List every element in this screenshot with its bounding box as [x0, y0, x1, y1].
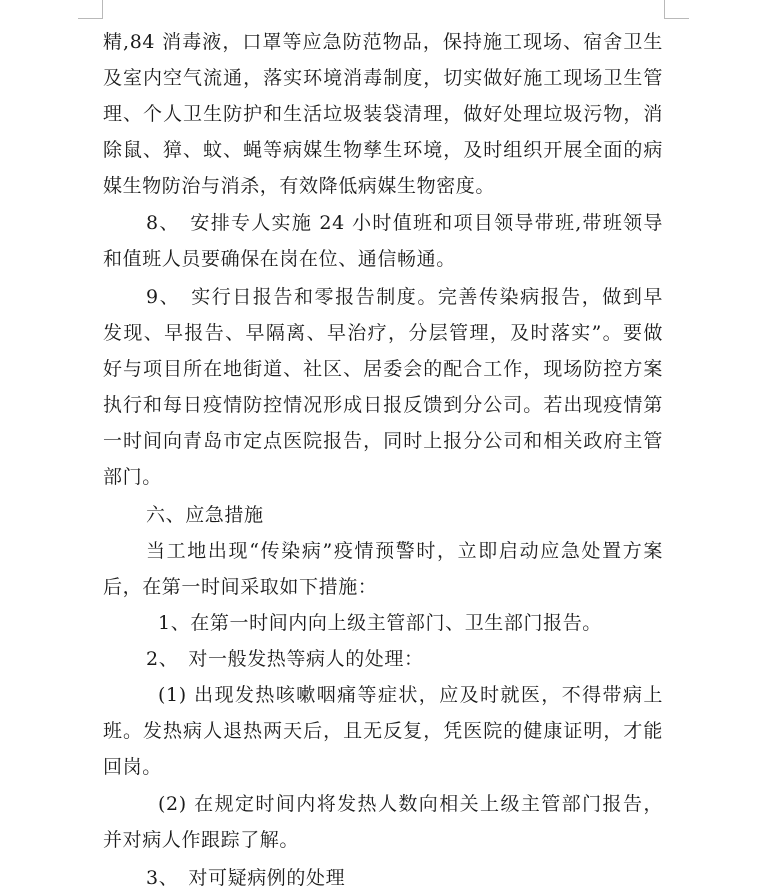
text-line: 精,84 消毒液，口罩等应急防范物品，保持施工现场、宿舍卫生 [103, 31, 663, 53]
paragraph-start: 当工地出现“传染病”疫情预警时，立即启动应急处置方案 [146, 540, 663, 562]
list-item-1: 1、在第一时间内向上级主管部门、卫生部门报告。 [158, 612, 602, 634]
text-line: 回岗。 [103, 756, 162, 778]
text-line: 发现、早报告、早隔离、早治疗，分层管理，及时落实”。要做 [103, 322, 663, 344]
text-line: 除鼠、獐、蚊、蝇等病媒生物孳生环境，及时组织开展全面的病 [103, 139, 663, 161]
list-item-3: 3、 对可疑病例的处理 [146, 867, 346, 889]
text-line: 和值班人员要确保在岗在位、通信畅通。 [103, 248, 456, 270]
section-heading: 六、应急措施 [146, 504, 264, 526]
list-item-2: 2、 对一般发热等病人的处理： [146, 648, 424, 670]
text-line: 好与项目所在地街道、社区、居委会的配合工作，现场防控方案 [103, 358, 663, 380]
sub-item-2: (2) 在规定时间内将发热人数向相关上级主管部门报告， [158, 793, 663, 815]
text-line: 媒生物防治与消杀，有效降低病媒生物密度。 [103, 175, 496, 197]
page-corner-mark-right [664, 0, 689, 19]
page-corner-mark-left [78, 0, 103, 19]
text-line: 一时间向青岛市定点医院报告，同时上报分公司和相关政府主管 [103, 430, 663, 452]
text-line: 及室内空气流通，落实环境消毒制度，切实做好施工现场卫生管 [103, 67, 663, 89]
text-line: 班。发热病人退热两天后，且无反复，凭医院的健康证明，才能 [103, 720, 663, 742]
text-line: 并对病人作跟踪了解。 [103, 829, 300, 851]
list-item-8: 8、 安排专人实施 24 小时值班和项目领导带班,带班领导 [146, 212, 663, 234]
text-line: 部门。 [103, 466, 162, 488]
sub-item-1: (1) 出现发热咳嗽咽痛等症状，应及时就医，不得带病上 [158, 684, 663, 706]
text-line: 执行和每日疫情防控情况形成日报反馈到分公司。若出现疫情第 [103, 394, 663, 416]
text-line: 理、个人卫生防护和生活垃圾装袋清理，做好处理垃圾污物，消 [103, 103, 663, 125]
list-item-9: 9、 实行日报告和零报告制度。完善传染病报告，做到早 [146, 286, 663, 308]
text-line: 后，在第一时间采取如下措施： [103, 576, 378, 598]
